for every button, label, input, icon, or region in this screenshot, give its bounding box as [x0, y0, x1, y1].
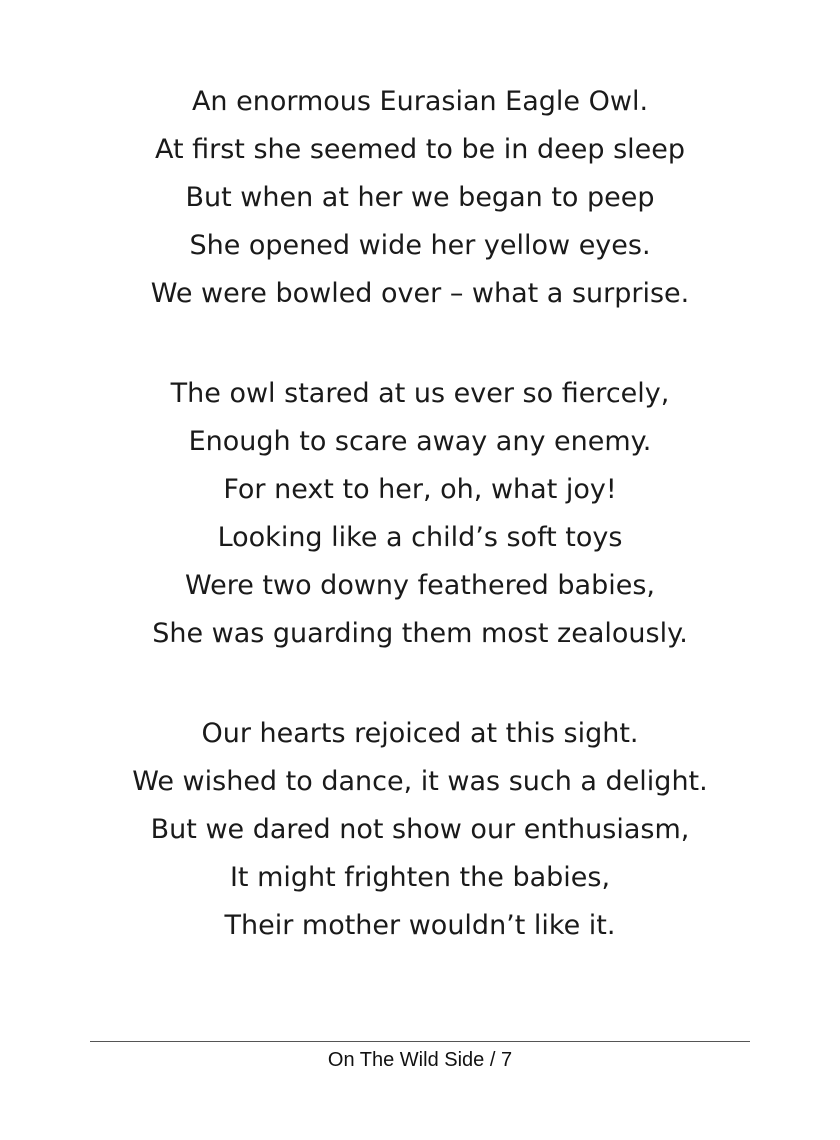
- poem-line: Looking like a child’s soft toys: [217, 522, 623, 553]
- stanza-1: [0, 78, 840, 318]
- poem-line: She opened wide her yellow eyes.: [189, 230, 651, 261]
- poem-line: We wished to dance, it was such a delight.: [132, 766, 708, 797]
- poem-line: We were bowled over – what a surprise.: [150, 278, 690, 309]
- footer-divider: [90, 1041, 750, 1042]
- stanza-3: [0, 710, 840, 950]
- poem-line: She was guarding them most zealously.: [152, 618, 688, 649]
- poem-line: But we dared not show our enthusiasm,: [150, 814, 690, 845]
- poem-line: Enough to scare away any enemy.: [188, 426, 652, 457]
- poem-line: At first she seemed to be in deep sleep: [154, 134, 686, 165]
- poem-line: An enormous Eurasian Eagle Owl.: [191, 86, 649, 117]
- poem-line: The owl stared at us ever so fiercely,: [170, 378, 670, 409]
- page-footer: On The Wild Side / 7: [327, 1049, 513, 1071]
- poem-line: Our hearts rejoiced at this sight.: [201, 718, 639, 749]
- poem-line: Were two downy feathered babies,: [184, 570, 655, 601]
- stanza-2: [0, 370, 840, 658]
- poem-line: For next to her, oh, what joy!: [223, 474, 617, 505]
- poem-line: Their mother wouldn’t like it.: [224, 910, 616, 941]
- poem: [0, 78, 840, 1002]
- poem-line: It might frighten the babies,: [229, 862, 611, 893]
- poem-line: But when at her we began to peep: [185, 182, 655, 213]
